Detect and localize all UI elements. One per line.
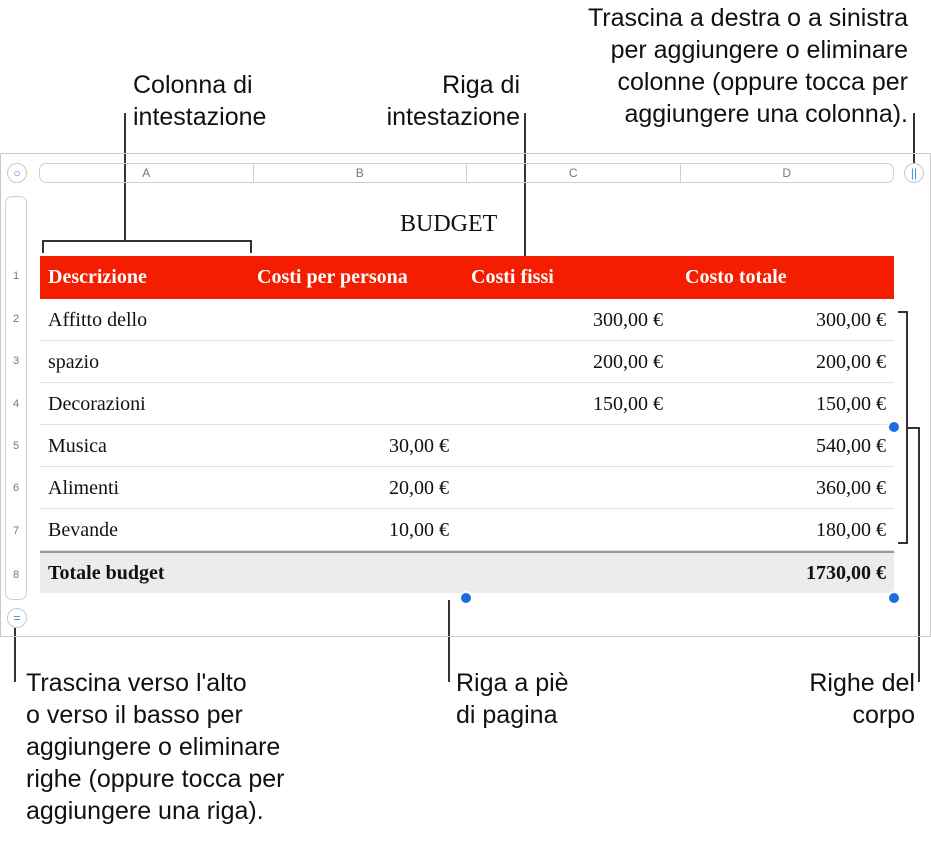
- selection-handle-right[interactable]: [887, 420, 901, 434]
- column-letter-c[interactable]: C: [466, 164, 680, 182]
- footer-cell[interactable]: [457, 553, 671, 593]
- table-cell[interactable]: [243, 299, 457, 340]
- footer-row[interactable]: [40, 551, 894, 593]
- table-cell[interactable]: [243, 341, 457, 382]
- table-cell[interactable]: [457, 467, 671, 508]
- table-cell[interactable]: [457, 509, 671, 550]
- column-letter-d[interactable]: D: [680, 164, 894, 182]
- table-row[interactable]: [40, 467, 894, 509]
- selection-handle-bottom[interactable]: [459, 591, 473, 605]
- column-header-bar[interactable]: [39, 163, 894, 183]
- table-cell[interactable]: [243, 383, 457, 424]
- table-cell[interactable]: 200,00 €: [816, 351, 886, 373]
- table-cell[interactable]: Musica: [48, 435, 107, 457]
- row-number-1[interactable]: 1: [12, 270, 20, 282]
- header-cell[interactable]: Descrizione: [48, 266, 147, 288]
- header-cell[interactable]: Costi per persona: [257, 266, 408, 288]
- row-number-2[interactable]: 2: [12, 313, 20, 325]
- budget-table: [40, 256, 894, 593]
- row-number-5[interactable]: 5: [12, 440, 20, 452]
- table-cell[interactable]: 300,00 €: [593, 309, 663, 331]
- callout-header-column: Colonna di intestazione: [133, 71, 267, 131]
- selection-handle-corner[interactable]: [887, 591, 901, 605]
- footer-cell[interactable]: [243, 553, 457, 593]
- callout-add-rows: Trascina verso l'alto o verso il basso per aggiungere o eliminare righe (oppure tocca per aggiungere una riga).: [26, 669, 285, 825]
- table-cell[interactable]: 150,00 €: [816, 393, 886, 415]
- header-cell[interactable]: Costi fissi: [471, 266, 554, 288]
- table-row[interactable]: [40, 299, 894, 341]
- circle-select-icon[interactable]: ○: [7, 163, 27, 183]
- table-cell[interactable]: 10,00 €: [389, 519, 449, 541]
- table-row[interactable]: [40, 383, 894, 425]
- row-number-8[interactable]: 8: [12, 569, 20, 581]
- row-resize-icon[interactable]: =: [7, 608, 27, 628]
- callout-add-columns: Trascina a destra o a sinistra per aggiungere o eliminare colonne (oppure tocca per aggiungere una colonna).: [587, 4, 908, 128]
- table-row[interactable]: [40, 509, 894, 551]
- row-number-7[interactable]: 7: [12, 525, 20, 537]
- table-row[interactable]: [40, 425, 894, 467]
- column-resize-icon[interactable]: ||: [904, 163, 924, 183]
- header-row[interactable]: [40, 256, 894, 299]
- callout-body-rows: Righe del corpo: [809, 669, 915, 729]
- table-title[interactable]: BUDGET: [400, 211, 498, 237]
- table-cell[interactable]: spazio: [48, 351, 100, 373]
- column-letter-b[interactable]: B: [253, 164, 467, 182]
- table-cell[interactable]: Affitto dello: [48, 309, 148, 331]
- column-letter-a[interactable]: A: [142, 166, 151, 180]
- table-cell[interactable]: 360,00 €: [816, 477, 886, 499]
- table-cell[interactable]: Decorazioni: [48, 393, 146, 415]
- table-row[interactable]: [40, 341, 894, 383]
- table-cell[interactable]: [457, 425, 671, 466]
- footer-cell[interactable]: Totale budget: [48, 562, 165, 584]
- table-cell[interactable]: 300,00 €: [816, 309, 886, 331]
- header-cell[interactable]: Costo totale: [685, 266, 787, 288]
- callout-header-row: Riga di intestazione: [386, 71, 520, 131]
- row-number-4[interactable]: 4: [12, 398, 20, 410]
- table-cell[interactable]: 540,00 €: [816, 435, 886, 457]
- table-cell[interactable]: 150,00 €: [593, 393, 663, 415]
- table-cell[interactable]: Alimenti: [48, 477, 120, 499]
- footer-cell[interactable]: 1730,00 €: [806, 562, 886, 584]
- table-cell[interactable]: 180,00 €: [816, 519, 886, 541]
- table-cell[interactable]: 30,00 €: [389, 435, 449, 457]
- callout-footer-row: Riga a piè di pagina: [456, 669, 569, 729]
- table-cell[interactable]: 200,00 €: [593, 351, 663, 373]
- row-number-3[interactable]: 3: [12, 355, 20, 367]
- table-cell[interactable]: Bevande: [48, 519, 118, 541]
- table-cell[interactable]: 20,00 €: [389, 477, 449, 499]
- row-number-6[interactable]: 6: [12, 482, 20, 494]
